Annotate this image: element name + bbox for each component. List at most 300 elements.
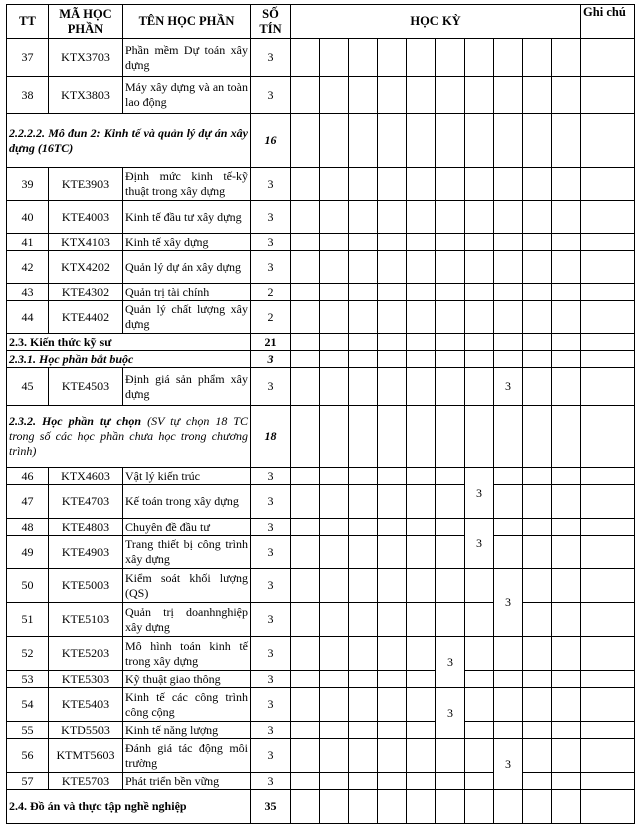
semester-cell	[378, 569, 407, 603]
semester-cell	[552, 688, 581, 722]
semester-cell	[320, 773, 349, 790]
notes-cell	[581, 739, 635, 773]
semester-cell	[494, 406, 523, 468]
semester-cell	[552, 234, 581, 251]
row-name: Quản lý dự án xây dựng	[123, 251, 251, 284]
semester-cell	[494, 168, 523, 201]
row-credits: 3	[251, 39, 291, 77]
semester-cell	[378, 688, 407, 722]
row-tt: 56	[7, 739, 49, 773]
table-row	[7, 234, 635, 251]
row-tt: 57	[7, 773, 49, 790]
notes-cell	[581, 368, 635, 406]
row-tt: 44	[7, 301, 49, 334]
table-row	[7, 722, 635, 739]
semester-cell	[552, 536, 581, 569]
semester-mark: 3	[436, 688, 465, 739]
row-code: KTX3803	[49, 77, 123, 114]
semester-cell	[291, 301, 320, 334]
row-name: Kế toán trong xây dựng	[123, 485, 251, 519]
row-code: KTE4903	[49, 536, 123, 569]
semester-cell	[465, 114, 494, 168]
semester-cell	[320, 790, 349, 824]
semester-cell	[436, 114, 465, 168]
semester-cell	[407, 301, 436, 334]
semester-cell	[291, 671, 320, 688]
semester-cell	[407, 603, 436, 637]
semester-cell	[407, 569, 436, 603]
semester-cell	[552, 301, 581, 334]
semester-cell	[552, 519, 581, 536]
semester-cell	[378, 519, 407, 536]
semester-cell	[407, 790, 436, 824]
semester-cell	[320, 468, 349, 485]
row-credits: 3	[251, 671, 291, 688]
header-course-code: MÃ HỌC PHẦN	[49, 5, 123, 39]
semester-cell	[349, 688, 378, 722]
semester-cell	[407, 406, 436, 468]
row-code: KTE4703	[49, 485, 123, 519]
semester-cell	[523, 603, 552, 637]
semester-cell	[494, 39, 523, 77]
semester-cell	[523, 284, 552, 301]
semester-cell	[523, 790, 552, 824]
row-name: Mô hình toán kinh tế trong xây dựng	[123, 637, 251, 671]
semester-cell	[378, 485, 407, 519]
semester-cell	[407, 284, 436, 301]
semester-cell	[494, 234, 523, 251]
semester-mark: 3	[494, 569, 523, 637]
semester-cell	[465, 406, 494, 468]
row-name: Vật lý kiến trúc	[123, 468, 251, 485]
semester-cell	[349, 234, 378, 251]
semester-cell	[407, 39, 436, 77]
semester-cell	[407, 114, 436, 168]
semester-cell	[378, 234, 407, 251]
semester-cell	[552, 334, 581, 351]
semester-cell	[349, 284, 378, 301]
semester-cell	[552, 468, 581, 485]
row-code: KTX4603	[49, 468, 123, 485]
semester-cell	[320, 722, 349, 739]
semester-cell	[436, 251, 465, 284]
row-code: KTE4302	[49, 284, 123, 301]
semester-cell	[494, 251, 523, 284]
row-tt: 37	[7, 39, 49, 77]
semester-cell	[494, 671, 523, 688]
row-credits: 3	[251, 688, 291, 722]
semester-cell	[320, 201, 349, 234]
row-credits: 3	[251, 368, 291, 406]
header-credits: SỐ TÍN	[251, 5, 291, 39]
row-code: KTMT5603	[49, 739, 123, 773]
semester-cell	[378, 468, 407, 485]
semester-cell	[378, 251, 407, 284]
semester-cell	[407, 637, 436, 671]
semester-cell	[465, 637, 494, 671]
semester-cell	[552, 284, 581, 301]
header-notes: Ghi chú	[581, 5, 635, 39]
semester-cell	[291, 201, 320, 234]
row-tt: 53	[7, 671, 49, 688]
semester-cell	[523, 688, 552, 722]
semester-cell	[494, 284, 523, 301]
semester-cell	[465, 773, 494, 790]
semester-cell	[378, 722, 407, 739]
semester-cell	[465, 39, 494, 77]
semester-cell	[349, 201, 378, 234]
row-name: Máy xây dựng và an toàn lao động	[123, 77, 251, 114]
semester-cell	[436, 168, 465, 201]
section-credits: 21	[251, 334, 291, 351]
semester-cell	[552, 168, 581, 201]
semester-cell	[552, 739, 581, 773]
table-row	[7, 77, 635, 114]
notes-cell	[581, 569, 635, 603]
semester-cell	[349, 39, 378, 77]
semester-cell	[349, 301, 378, 334]
semester-cell	[378, 790, 407, 824]
semester-cell	[436, 284, 465, 301]
table-row	[7, 569, 635, 603]
row-code: KTE5403	[49, 688, 123, 722]
semester-cell	[349, 485, 378, 519]
table-row	[7, 519, 635, 536]
semester-cell	[523, 637, 552, 671]
row-code: KTX4202	[49, 251, 123, 284]
semester-cell	[407, 671, 436, 688]
row-tt: 38	[7, 77, 49, 114]
semester-cell	[320, 39, 349, 77]
row-tt: 42	[7, 251, 49, 284]
row-name: Kinh tế đầu tư xây dựng	[123, 201, 251, 234]
section-note: (SV tự chọn 18 TC trong số các học phần chưa học trong chương trình)	[9, 414, 248, 458]
semester-cell	[349, 468, 378, 485]
notes-cell	[581, 688, 635, 722]
semester-cell	[349, 739, 378, 773]
semester-cell	[320, 406, 349, 468]
notes-cell	[581, 77, 635, 114]
row-name: Đánh giá tác động môi trường	[123, 739, 251, 773]
row-tt: 55	[7, 722, 49, 739]
semester-cell	[465, 351, 494, 368]
semester-cell	[436, 368, 465, 406]
semester-cell	[436, 569, 465, 603]
row-credits: 3	[251, 251, 291, 284]
semester-cell	[291, 603, 320, 637]
semester-cell	[407, 536, 436, 569]
semester-cell	[291, 334, 320, 351]
table-row	[7, 739, 635, 773]
table-row	[7, 536, 635, 569]
row-name: Quản trị doanhnghiệp xây dựng	[123, 603, 251, 637]
row-tt: 45	[7, 368, 49, 406]
semester-cell	[407, 201, 436, 234]
semester-cell	[320, 251, 349, 284]
semester-cell	[552, 406, 581, 468]
semester-cell	[291, 569, 320, 603]
semester-cell	[378, 671, 407, 688]
semester-cell	[494, 519, 523, 536]
notes-cell	[581, 468, 635, 485]
semester-cell	[552, 569, 581, 603]
notes-cell	[581, 39, 635, 77]
semester-cell	[523, 114, 552, 168]
semester-cell	[494, 637, 523, 671]
row-name: Quản trị tài chính	[123, 284, 251, 301]
section-credits: 35	[251, 790, 291, 824]
semester-cell	[349, 722, 378, 739]
semester-cell	[552, 368, 581, 406]
semester-cell	[465, 739, 494, 773]
semester-cell	[378, 114, 407, 168]
section-label: 2.4. Đồ án và thực tập nghề nghiệp	[7, 790, 251, 824]
semester-cell	[465, 790, 494, 824]
row-name: Kiểm soát khối lượng (QS)	[123, 569, 251, 603]
row-tt: 54	[7, 688, 49, 722]
semester-cell	[523, 773, 552, 790]
semester-cell	[320, 114, 349, 168]
row-code: KTE3903	[49, 168, 123, 201]
notes-cell	[581, 334, 635, 351]
semester-cell	[320, 284, 349, 301]
semester-cell	[552, 351, 581, 368]
semester-cell	[494, 351, 523, 368]
row-tt: 51	[7, 603, 49, 637]
row-credits: 3	[251, 485, 291, 519]
section-credits: 3	[251, 351, 291, 368]
semester-mark: 3	[494, 739, 523, 790]
semester-cell	[378, 168, 407, 201]
row-tt: 52	[7, 637, 49, 671]
row-code: KTD5503	[49, 722, 123, 739]
notes-cell	[581, 301, 635, 334]
semester-cell	[407, 688, 436, 722]
semester-cell	[407, 468, 436, 485]
semester-mark: 3	[465, 468, 494, 519]
section-label	[7, 406, 251, 468]
semester-cell	[349, 168, 378, 201]
row-tt: 48	[7, 519, 49, 536]
table-row	[7, 468, 635, 485]
notes-cell	[581, 406, 635, 468]
semester-mark: 3	[465, 519, 494, 569]
row-credits: 3	[251, 722, 291, 739]
notes-cell	[581, 603, 635, 637]
semester-cell	[523, 201, 552, 234]
table-row	[7, 201, 635, 234]
semester-cell	[436, 39, 465, 77]
section-title: 2.3.2. Học phần tự chọn	[9, 414, 142, 428]
semester-cell	[320, 688, 349, 722]
semester-cell	[320, 519, 349, 536]
semester-cell	[320, 351, 349, 368]
semester-cell	[552, 485, 581, 519]
semester-cell	[291, 351, 320, 368]
semester-cell	[523, 168, 552, 201]
semester-cell	[291, 406, 320, 468]
semester-cell	[494, 688, 523, 722]
semester-cell	[523, 569, 552, 603]
semester-cell	[465, 251, 494, 284]
section-label: 2.3.1. Học phần bắt buộc	[7, 351, 251, 368]
section-label: 2.3. Kiến thức kỹ sư	[7, 334, 251, 351]
semester-cell	[378, 536, 407, 569]
table-row	[7, 284, 635, 301]
semester-cell	[291, 637, 320, 671]
semester-cell	[436, 334, 465, 351]
semester-cell	[494, 536, 523, 569]
semester-cell	[494, 722, 523, 739]
semester-cell	[407, 773, 436, 790]
row-credits: 3	[251, 569, 291, 603]
notes-cell	[581, 168, 635, 201]
semester-cell	[378, 773, 407, 790]
semester-cell	[320, 671, 349, 688]
row-code: KTE4402	[49, 301, 123, 334]
semester-cell	[378, 77, 407, 114]
semester-cell	[552, 790, 581, 824]
section-row	[7, 406, 635, 468]
semester-cell	[349, 406, 378, 468]
section-row	[7, 114, 635, 168]
semester-cell	[436, 351, 465, 368]
semester-cell	[291, 114, 320, 168]
notes-cell	[581, 284, 635, 301]
semester-cell	[523, 301, 552, 334]
semester-cell	[523, 671, 552, 688]
semester-cell	[407, 168, 436, 201]
semester-cell	[552, 773, 581, 790]
row-code: KTE5103	[49, 603, 123, 637]
notes-cell	[581, 671, 635, 688]
semester-cell	[465, 168, 494, 201]
row-code: KTE4503	[49, 368, 123, 406]
semester-cell	[291, 790, 320, 824]
semester-cell	[320, 334, 349, 351]
semester-cell	[523, 251, 552, 284]
semester-cell	[320, 603, 349, 637]
semester-cell	[407, 234, 436, 251]
semester-cell	[291, 368, 320, 406]
semester-cell	[465, 334, 494, 351]
row-credits: 3	[251, 773, 291, 790]
notes-cell	[581, 637, 635, 671]
header-tt: TT	[7, 5, 49, 39]
semester-cell	[291, 773, 320, 790]
semester-cell	[320, 168, 349, 201]
semester-cell	[320, 637, 349, 671]
section-credits: 16	[251, 114, 291, 168]
semester-cell	[407, 519, 436, 536]
semester-cell	[320, 234, 349, 251]
semester-cell	[523, 739, 552, 773]
header-course-name: TÊN HỌC PHẦN	[123, 5, 251, 39]
semester-cell	[523, 39, 552, 77]
notes-cell	[581, 114, 635, 168]
semester-cell	[320, 77, 349, 114]
table-row	[7, 603, 635, 637]
semester-cell	[291, 468, 320, 485]
table-row	[7, 368, 635, 406]
semester-cell	[291, 234, 320, 251]
semester-cell	[320, 569, 349, 603]
semester-cell	[465, 234, 494, 251]
semester-cell	[378, 637, 407, 671]
semester-cell	[436, 406, 465, 468]
row-credits: 2	[251, 301, 291, 334]
semester-cell	[320, 739, 349, 773]
semester-cell	[349, 536, 378, 569]
semester-cell	[465, 722, 494, 739]
row-name: Kinh tế xây dựng	[123, 234, 251, 251]
row-credits: 3	[251, 468, 291, 485]
semester-cell	[552, 251, 581, 284]
semester-cell	[523, 722, 552, 739]
semester-cell	[349, 790, 378, 824]
semester-cell	[349, 368, 378, 406]
semester-cell	[349, 773, 378, 790]
section-label: 2.2.2.2. Mô đun 2: Kinh tế và quản lý dự án xây dựng (16TC)	[7, 114, 251, 168]
semester-cell	[378, 739, 407, 773]
row-credits: 3	[251, 637, 291, 671]
row-tt: 40	[7, 201, 49, 234]
table-row	[7, 39, 635, 77]
semester-cell	[552, 114, 581, 168]
semester-cell	[436, 77, 465, 114]
notes-cell	[581, 773, 635, 790]
semester-cell	[349, 519, 378, 536]
semester-cell	[407, 739, 436, 773]
semester-cell	[436, 536, 465, 569]
notes-cell	[581, 536, 635, 569]
semester-cell	[494, 201, 523, 234]
curriculum-table	[6, 4, 635, 824]
semester-cell	[407, 77, 436, 114]
header-semester: HỌC KỲ	[291, 5, 581, 39]
semester-cell	[523, 351, 552, 368]
semester-cell	[407, 485, 436, 519]
semester-cell	[465, 77, 494, 114]
row-tt: 47	[7, 485, 49, 519]
table-header-row	[7, 5, 635, 39]
semester-cell	[465, 603, 494, 637]
semester-cell	[378, 284, 407, 301]
semester-cell	[291, 485, 320, 519]
row-credits: 3	[251, 603, 291, 637]
row-name: Kinh tế các công trình công cộng	[123, 688, 251, 722]
semester-cell	[552, 39, 581, 77]
notes-cell	[581, 234, 635, 251]
table-row	[7, 637, 635, 671]
row-credits: 3	[251, 519, 291, 536]
row-credits: 3	[251, 536, 291, 569]
semester-cell	[465, 688, 494, 722]
semester-cell	[552, 77, 581, 114]
semester-cell	[291, 688, 320, 722]
semester-cell	[291, 536, 320, 569]
notes-cell	[581, 485, 635, 519]
row-credits: 3	[251, 739, 291, 773]
row-name: Kỹ thuật giao thông	[123, 671, 251, 688]
semester-cell	[436, 790, 465, 824]
table-row	[7, 688, 635, 722]
section-row	[7, 790, 635, 824]
semester-cell	[465, 284, 494, 301]
semester-cell	[436, 468, 465, 485]
semester-cell	[291, 284, 320, 301]
semester-cell	[523, 536, 552, 569]
